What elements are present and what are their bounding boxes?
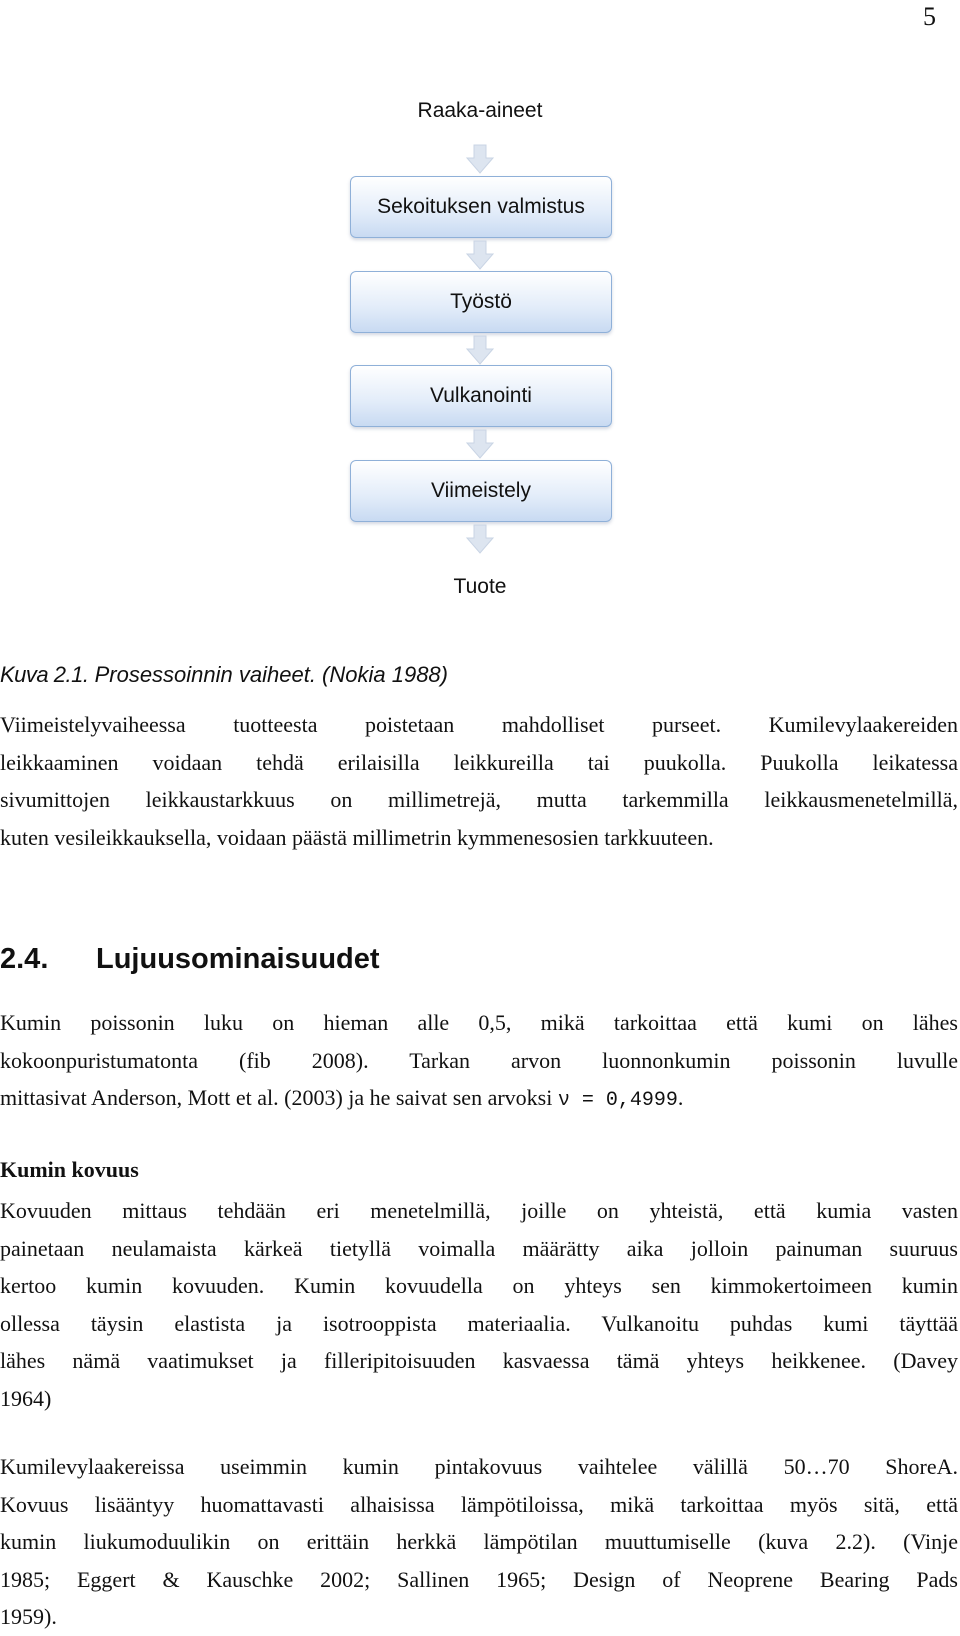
figure-caption: [0, 662, 448, 688]
subheading: Kumin kovuus: [0, 1157, 139, 1182]
text-line: lähes nämä vaatimukset ja filleripitoisuuden kasvaessa tämä yhteys heikkenee. (Davey: [0, 1348, 958, 1373]
text-line: kertoo kumin kovuuden. Kumin kovuudella on yhteys sen kimmokertoimeen kumin: [0, 1273, 958, 1298]
text-line: kuten vesileikkauksella, voidaan päästä millimetrin kymmenesosien tarkkuuteen.: [0, 824, 714, 850]
paragraph-hardness: [0, 1192, 958, 1417]
paragraph-poisson: [0, 1004, 958, 1120]
flow-step-processing: Työstö: [350, 271, 612, 333]
text-line: Kumilevylaakereissa useimmin kumin pintakovuus vaihtelee välillä 50…70 ShoreA.: [0, 1454, 958, 1479]
flow-arrow-icon: [466, 524, 494, 554]
poisson-formula: ν = 0,4999: [557, 1089, 678, 1112]
text-line: leikkaaminen voidaan tehdä erilaisilla leikkureilla tai puukolla. Puukolla leikatessa: [0, 749, 958, 775]
figure-caption-label: Kuva 2.1.: [0, 662, 89, 687]
text-fragment: .: [677, 1085, 684, 1110]
flow-step-finishing: Viimeistely: [350, 460, 612, 522]
text-line: 1959).: [0, 1604, 57, 1629]
text-line: painetaan neulamaista kärkeä tietyllä voimalla määrätty aika jolloin painuman suuruus: [0, 1235, 958, 1261]
paragraph-shore-hardness: [0, 1448, 958, 1636]
page-number: 5: [923, 2, 936, 31]
flow-arrow-icon: [466, 240, 494, 270]
text-fragment: mittasivat Anderson, Mott et al. (2003) ja he saivat sen arvoksi: [0, 1085, 553, 1110]
text-line: kokoonpuristumatonta (fib 2008). Tarkan arvon luonnonkumin poissonin luvulle: [0, 1047, 958, 1073]
section-title: Lujuusominaisuudet: [96, 943, 380, 975]
text-line: Kumin poissonin luku on hieman alle 0,5, mikä tarkoittaa että kumi on lähes: [0, 1010, 958, 1035]
text-line: 1985; Eggert & Kauschke 2002; Sallinen 1965; Design of Neoprene Bearing Pads: [0, 1566, 958, 1592]
flow-start-label: Raaka-aineet: [417, 99, 543, 122]
flow-step-vulcanization: Vulkanointi: [350, 365, 612, 427]
text-line: ollessa täysin elastista ja isotrooppista materiaalia. Vulkanoitu puhdas kumi täyttää: [0, 1310, 958, 1336]
text-line: Kovuuden mittaus tehdään eri menetelmillä, joille on yhteistä, että kumia vasten: [0, 1198, 958, 1223]
flow-arrow-icon: [466, 429, 494, 459]
flow-end-label: Tuote: [453, 575, 507, 598]
paragraph-finishing: [0, 706, 958, 856]
text-line: [0, 1079, 958, 1120]
text-line: Kovuus lisääntyy huomattavasti alhaisissa lämpötiloissa, mikä tarkoittaa myös sitä, että: [0, 1491, 958, 1517]
section-number: 2.4.: [0, 943, 49, 975]
flow-arrow-icon: [466, 144, 494, 174]
flow-arrow-icon: [466, 335, 494, 365]
text-line: Viimeistelyvaiheessa tuotteesta poistetaan mahdolliset purseet. Kumilevylaakereiden: [0, 712, 958, 737]
flow-step-mixing: Sekoituksen valmistus: [350, 176, 612, 238]
text-line: 1964): [0, 1385, 52, 1411]
section-heading: [0, 943, 380, 976]
text-line: kumin liukumoduulikin on erittäin herkkä lämpötilan muuttumiselle (kuva 2.2). (Vinje: [0, 1529, 958, 1554]
figure-caption-text: Prosessoinnin vaiheet. (Nokia 1988): [94, 662, 448, 687]
text-line: sivumittojen leikkaustarkkuus on millimetrejä, mutta tarkemmilla leikkausmenetelmillä,: [0, 787, 958, 812]
